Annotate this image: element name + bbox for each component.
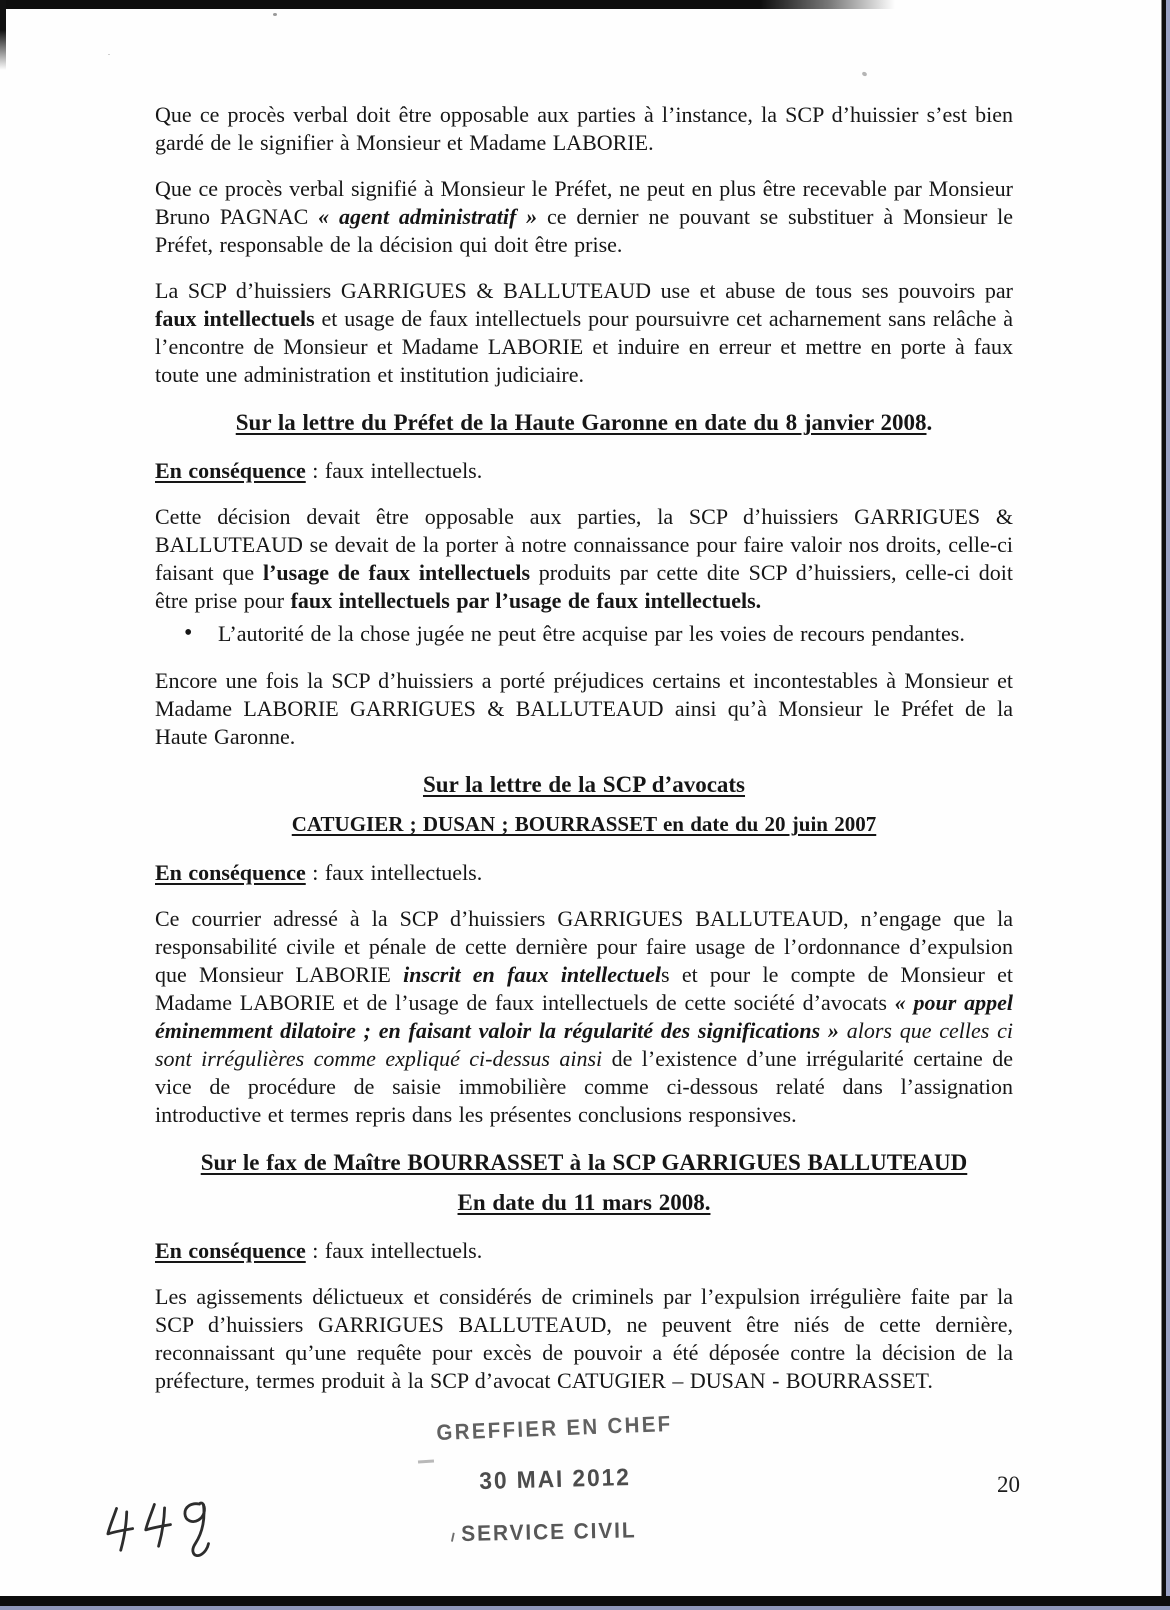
text-run: « pour appel éminemment dilatoire ; en faisant valoir la régularité des significations »: [155, 990, 1013, 1043]
scan-speck: [273, 13, 277, 16]
section-heading: [155, 1187, 1013, 1218]
text-run: : faux intellectuels.: [305, 1238, 483, 1263]
handwritten-folio-number: [96, 1493, 230, 1578]
text-run: En conséquence: [155, 458, 306, 483]
paragraph: [155, 175, 1013, 259]
bullet-item: [155, 620, 1013, 648]
paragraph: [155, 101, 1013, 157]
paragraph: [155, 667, 1013, 751]
text-run: En date du 11 mars 2008.: [457, 1190, 711, 1215]
text-run: La SCP d’huissiers GARRIGUES & BALLUTEAUD use et abuse de tous ses pouvoirs par: [155, 278, 1013, 303]
date-stamp: 30 MAI 2012: [479, 1464, 632, 1495]
section-heading: [155, 769, 1013, 800]
scan-speck: [861, 71, 867, 77]
section-heading: [155, 809, 1013, 840]
service-civil-stamp: SERVICE CIVIL: [461, 1517, 637, 1546]
document-body: [155, 101, 1013, 1413]
section-heading: [155, 407, 1013, 438]
text-run: Sur le fax de Maître BOURRASSET à la SCP GARRIGUES BALLUTEAUD: [200, 1150, 968, 1175]
scan-border-right: [1161, 0, 1170, 1610]
text-run: Encore une fois la SCP d’huissiers a porté préjudices certains et incontestables à Monsieur et Madame LABORIE GARRIGUES & BALLUTEAUD ainsi qu’à Monsieur le Préfet de la Haute Garonne.: [155, 668, 1013, 749]
text-run: l’usage de faux intellectuels: [262, 560, 531, 585]
paragraph: [155, 859, 1013, 887]
scan-border-bottom: [0, 1596, 1170, 1610]
text-run: inscrit en faux intellectuel: [403, 962, 662, 987]
text-run: : faux intellectuels.: [305, 458, 483, 483]
text-run: Cette décision devait être opposable aux parties, la SCP d’huissiers GARRIGUES & BALLUTEAUD se devait de la porter à notre connaissance pour faire valoir nos droits, celle-ci faisant que: [155, 504, 1013, 585]
paragraph: [155, 905, 1013, 1129]
text-run: Ce courrier adressé à la SCP d’huissiers GARRIGUES BALLUTEAUD, n’engage que la responsabilité civile et pénale de cette dernière pour faire usage de l’ordonnance d’expulsion que Monsieur LABORIE: [155, 906, 1013, 987]
scan-border-top: [0, 0, 895, 9]
text-run: « agent administratif »: [318, 204, 538, 229]
text-run: et usage de faux intellectuels pour poursuivre cet acharnement sans relâche à l’encontre de Monsieur et Madame LABORIE et induire en erreur et mettre en porte à faux toute une administration et institution judiciaire.: [155, 306, 1013, 387]
text-run: faux intellectuels par l’usage de faux intellectuels.: [290, 588, 762, 613]
text-run: Sur la lettre de la SCP d’avocats: [422, 772, 746, 797]
section-heading: [155, 1147, 1013, 1178]
greffier-en-chef-stamp: GREFFIER EN CHEF: [436, 1410, 673, 1445]
page-number: 20: [997, 1472, 1020, 1497]
text-run: ce dernier ne pouvant se substituer à Monsieur le Préfet, responsable de la décision qui doit être prise.: [155, 204, 1013, 257]
text-run: de l’existence d’une irrégularité certaine de vice de procédure de saisie immobilière comme ci-dessous relaté dans l’assignation introductive et termes repris dans les présentes conclusions responsives.: [155, 1046, 1014, 1127]
text-run: Les agissements délictueux et considérés de criminels par l’expulsion irrégulière faite par la SCP d’huissiers GARRIGUES BALLUTEAUD, ne peuvent être niés de cette dernière, reconnaissant qu’une requête pour excès de pouvoir a été déposée contre la décision de la préfecture, termes produit à la SCP d’avocat CATUGIER – DUSAN - BOURRASSET.: [155, 1284, 1013, 1393]
paragraph: [155, 457, 1013, 485]
paragraph: [155, 1283, 1013, 1395]
paragraph: [155, 277, 1013, 389]
text-run: Que ce procès verbal doit être opposable aux parties à l’instance, la SCP d’huissier s’est bien gardé de le signifier à Monsieur et Madame LABORIE.: [155, 102, 1013, 155]
text-run: : faux intellectuels.: [305, 860, 483, 885]
text-run: L’autorité de la chose jugée ne peut être acquise par les voies de recours pendantes.: [218, 621, 965, 646]
paragraph: [155, 1237, 1013, 1265]
text-run: faux intellectuels: [155, 306, 315, 331]
text-run: Que ce procès verbal signifié à Monsieur le Préfet, ne peut en plus être recevable par Monsieur Bruno PAGNAC: [155, 176, 1013, 229]
paragraph: [155, 503, 1013, 615]
scan-border-left: [0, 0, 6, 70]
stamp-smudge: [418, 1459, 434, 1463]
text-run: CATUGIER ; DUSAN ; BOURRASSET en date du 20 juin 2007: [291, 812, 877, 836]
text-run: En conséquence: [155, 860, 306, 885]
text-run: En conséquence: [155, 1238, 306, 1263]
text-run: Sur la lettre du Préfet de la Haute Garonne en date du 8 janvier 2008: [235, 410, 927, 435]
text-run: .: [926, 410, 933, 435]
text-run: s et pour le compte de Monsieur et Madame LABORIE et de l’usage de faux intellectuels de cette société d’avocats: [155, 962, 1013, 1015]
text-run: alors que celles ci sont irrégulières comme expliqué ci-dessus ainsi: [155, 1018, 1013, 1071]
text-run: produits par cette dite SCP d’huissiers, celle-ci doit être prise pour: [155, 560, 1014, 613]
